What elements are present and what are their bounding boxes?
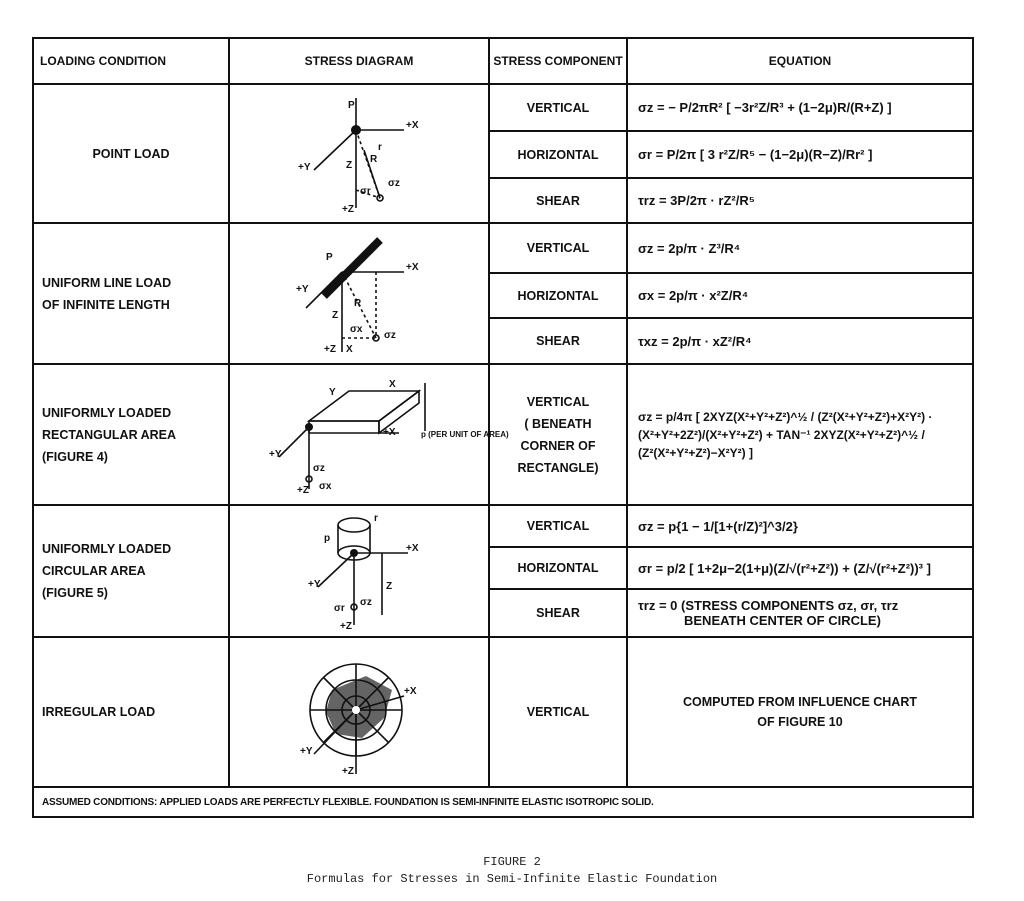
circ-area-shear-equation bbox=[627, 589, 973, 637]
rect-area-component-line-1: VERTICAL bbox=[526, 394, 590, 409]
figure-title: Formulas for Stresses in Semi-Infinite Elastic Foundation bbox=[306, 872, 718, 886]
rect-area-component-line-2: ( BENEATH bbox=[524, 416, 592, 431]
line-load-horizontal-equation: σx = 2p/π · x²Z/R⁴ bbox=[627, 273, 973, 318]
line-load-horizontal: HORIZONTAL bbox=[489, 273, 627, 318]
line-load-vertical: VERTICAL bbox=[489, 223, 627, 273]
circ-area-vertical: VERTICAL bbox=[489, 505, 627, 547]
irregular-row bbox=[33, 637, 973, 787]
svg-text:σz: σz bbox=[384, 329, 396, 341]
rect-area-row bbox=[33, 364, 973, 505]
line-load-label-2: OF INFINITE LENGTH bbox=[42, 297, 170, 312]
circ-area-label-3: (FIGURE 5) bbox=[42, 586, 108, 600]
svg-text:+Z: +Z bbox=[342, 203, 354, 215]
circ-area-label bbox=[33, 505, 229, 637]
header-stress-component: STRESS COMPONENT bbox=[489, 38, 627, 84]
stress-formula-figure bbox=[32, 37, 972, 818]
svg-text:+Y: +Y bbox=[308, 579, 321, 590]
footer-row bbox=[33, 787, 973, 817]
rect-area-component-line-4: RECTANGLE) bbox=[517, 460, 599, 475]
svg-text:+Y: +Y bbox=[296, 283, 309, 295]
irregular-diagram bbox=[229, 637, 489, 787]
circ-area-shear-note-2: BENEATH CENTER OF CIRCLE) bbox=[684, 613, 881, 628]
svg-text:+X: +X bbox=[406, 543, 419, 554]
point-load-shear: SHEAR bbox=[489, 178, 627, 223]
svg-text:σx: σx bbox=[319, 480, 332, 492]
svg-text:+Z: +Z bbox=[342, 766, 354, 777]
line-load-diagram bbox=[229, 223, 489, 364]
circ-area-vertical-equation: σz = p{1 − 1/[1+(r/Z)²]^3/2} bbox=[627, 505, 973, 547]
svg-text:Y: Y bbox=[329, 386, 336, 398]
irregular-vertical: VERTICAL bbox=[489, 637, 627, 787]
line-load-row-vertical bbox=[33, 223, 973, 273]
svg-text:R: R bbox=[370, 153, 378, 165]
header-stress-diagram: STRESS DIAGRAM bbox=[229, 38, 489, 84]
circ-area-shear-note-1: (STRESS COMPONENTS σz, σr, τrz bbox=[681, 598, 899, 613]
svg-text:+X: +X bbox=[406, 261, 419, 273]
circ-area-shear-formula: τrz = 0 bbox=[638, 598, 678, 613]
point-load-row-vertical bbox=[33, 84, 973, 131]
irregular-note-1: COMPUTED FROM INFLUENCE CHART bbox=[682, 695, 917, 709]
circ-area-label-1: UNIFORMLY LOADED bbox=[42, 542, 172, 556]
header-row bbox=[33, 38, 973, 84]
svg-text:σz: σz bbox=[360, 597, 372, 608]
point-load-horizontal-equation: σr = P/2π [ 3 r²Z/R⁵ − (1−2μ)(R−Z)/Rr² ] bbox=[627, 131, 973, 178]
rect-area-equation: σz = p/4π [ 2XYZ(X²+Y²+Z²)^½ / (Z²(X²+Y²+Z²)+X²Y²) · (X²+Y²+2Z²)/(X²+Y²+Z²) + TAN⁻¹ 2XYZ(X²+Y²+Z²)^½ / (Z²(X²+Y²+Z²)−X²Y²) ] bbox=[627, 364, 973, 505]
svg-text:Z: Z bbox=[346, 159, 353, 171]
svg-text:X: X bbox=[389, 378, 396, 390]
irregular-note-2: OF FIGURE 10 bbox=[757, 715, 843, 729]
svg-text:r: r bbox=[378, 141, 382, 153]
circ-area-label-2: CIRCULAR AREA bbox=[42, 564, 146, 578]
svg-text:+Y: +Y bbox=[298, 161, 311, 173]
assumed-conditions-note: ASSUMED CONDITIONS: APPLIED LOADS ARE PERFECTLY FLEXIBLE. FOUNDATION IS SEMI-INFINITE ELASTIC ISOTROPIC SOLID. bbox=[33, 787, 973, 817]
svg-text:Z: Z bbox=[332, 309, 339, 321]
svg-text:+Z: +Z bbox=[297, 484, 309, 496]
svg-text:+X: +X bbox=[406, 119, 419, 131]
circ-area-row-vertical bbox=[33, 505, 973, 547]
svg-text:Z: Z bbox=[386, 581, 393, 592]
rect-area-diagram bbox=[229, 364, 509, 505]
rect-area-label-1: UNIFORMLY LOADED bbox=[42, 405, 172, 420]
rect-area-label-3: (FIGURE 4) bbox=[42, 449, 108, 464]
svg-text:r: r bbox=[374, 513, 378, 524]
rect-area-label-2: RECTANGULAR AREA bbox=[42, 427, 177, 442]
header-equation: EQUATION bbox=[627, 38, 973, 84]
stress-formula-table bbox=[32, 37, 974, 818]
rect-area-component bbox=[489, 364, 627, 505]
svg-text:σr: σr bbox=[360, 185, 371, 197]
circ-area-shear: SHEAR bbox=[489, 589, 627, 637]
rect-area-label bbox=[33, 364, 229, 505]
point-load-diagram bbox=[229, 84, 489, 223]
circ-area-horizontal-equation: σr = p/2 [ 1+2μ−2(1+μ)(Z/√(r²+Z²)) + (Z/√(r²+Z²))³ ] bbox=[627, 547, 973, 589]
line-load-vertical-equation: σz = 2p/π · Z³/R⁴ bbox=[627, 223, 973, 273]
rect-area-component-line-3: CORNER OF bbox=[520, 438, 596, 453]
svg-text:+Z: +Z bbox=[340, 621, 352, 632]
svg-text:R: R bbox=[354, 297, 362, 309]
irregular-label: IRREGULAR LOAD bbox=[33, 637, 229, 787]
figure-number: FIGURE 2 bbox=[483, 855, 541, 869]
point-load-vertical: VERTICAL bbox=[489, 84, 627, 131]
line-load-shear-equation: τxz = 2p/π · xZ²/R⁴ bbox=[627, 318, 973, 364]
svg-text:σr: σr bbox=[334, 603, 345, 614]
svg-text:+X: +X bbox=[404, 686, 417, 697]
point-load-label: POINT LOAD bbox=[33, 84, 229, 223]
svg-text:+Z: +Z bbox=[324, 343, 336, 355]
circ-area-diagram bbox=[229, 505, 489, 637]
rect-area-diagram-note: p (PER UNIT OF AREA) bbox=[421, 429, 509, 439]
svg-text:σx: σx bbox=[350, 323, 363, 335]
point-load-horizontal: HORIZONTAL bbox=[489, 131, 627, 178]
line-load-shear: SHEAR bbox=[489, 318, 627, 364]
point-load-shear-equation: τrz = 3P/2π · rZ²/R⁵ bbox=[627, 178, 973, 223]
line-load-label bbox=[33, 223, 229, 364]
svg-text:+Y: +Y bbox=[300, 746, 313, 757]
header-loading-condition: LOADING CONDITION bbox=[33, 38, 229, 84]
line-load-label-1: UNIFORM LINE LOAD bbox=[42, 275, 172, 290]
svg-text:X: X bbox=[346, 343, 353, 355]
irregular-equation bbox=[627, 637, 973, 787]
svg-text:+Y: +Y bbox=[269, 448, 282, 460]
point-load-vertical-equation: σz = − P/2πR² [ −3r²Z/R³ + (1−2μ)R/(R+Z) ] bbox=[627, 84, 973, 131]
svg-text:σz: σz bbox=[388, 177, 400, 189]
svg-text:σz: σz bbox=[313, 462, 325, 474]
circ-area-horizontal: HORIZONTAL bbox=[489, 547, 627, 589]
svg-text:+X: +X bbox=[383, 426, 396, 438]
svg-text:P: P bbox=[348, 99, 355, 111]
svg-text:P: P bbox=[326, 251, 333, 263]
svg-text:p: p bbox=[324, 533, 331, 544]
